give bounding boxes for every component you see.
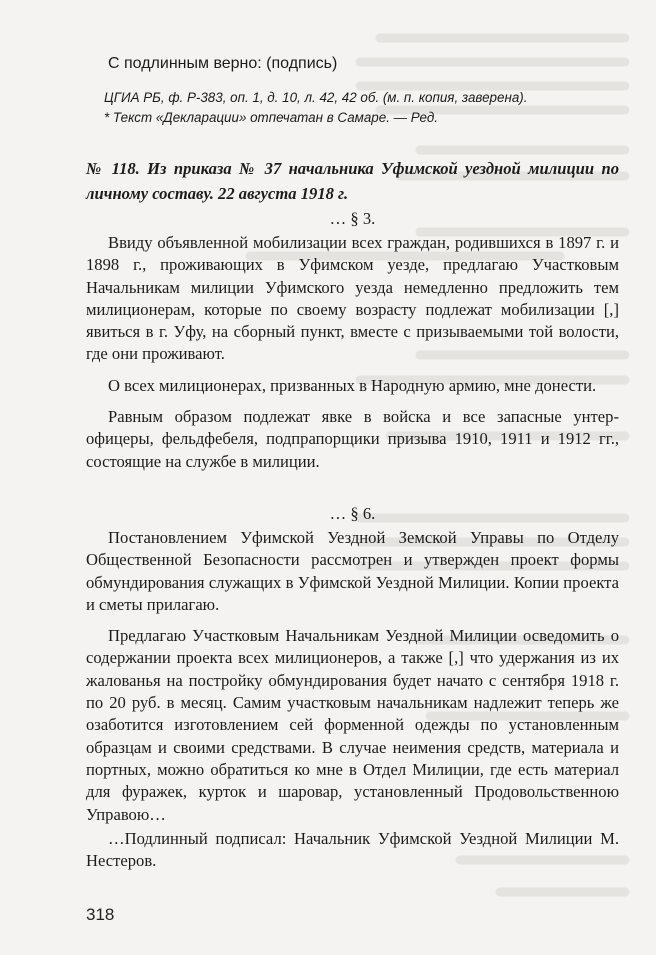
- archive-reference: ЦГИА РБ, ф. Р-383, оп. 1, д. 10, л. 42, 42 об. (м. п. копия, заверена).: [104, 90, 528, 105]
- page-number: 318: [86, 905, 115, 924]
- paragraph-uniform-deductions: Предлагаю Участковым Начальникам Уездной Милиции осведомить о содержании проекта всех милиционеров, а также [,] что удержания из их жалованья на постройку обмундирования будет начато с сентября 1918 г. по 20 руб. в месяц. Самим участковым начальникам надлежит теперь же озаботится изготовлением сей форменной одежды по установленным образцам и своими средствами. В случае неимения средств, материала и портных, можно обратиться ко мне в Отдел Милиции, где есть материал для фуражек, курток и шаровар, установленный Продовольственною Управою…: [86, 626, 619, 824]
- paragraph-report: О всех милиционерах, призванных в Народную армию, мне донести.: [108, 375, 597, 395]
- section-6-heading: … § 6.: [329, 503, 376, 523]
- paragraph-uniform-project: Постановлением Уфимской Уездной Земской Управы по Отделу Общественной Безопасности рассмотрен и утвержден проект формы обмундирования служащих в Уфимской Уездной Милиции. Копии проекта и сметы прилагаю.: [86, 527, 619, 614]
- certified-line: С подлинным верно: (подпись): [108, 55, 338, 72]
- document-page: [86, 54, 619, 872]
- signature-line: …Подлинный подписал: Начальник Уфимской Уездной Милиции М. Нестеров.: [86, 828, 619, 871]
- editor-footnote: * Текст «Декларации» отпечатан в Самаре. — Ред.: [104, 110, 438, 125]
- section-3-heading: … § 3.: [329, 209, 376, 228]
- paragraph-mobilization: Ввиду объявленной мобилизации всех граждан, родившихся в 1897 г. и 1898 г., проживающих в Уфимском уезде, предлагаю Участковым Начальникам милиции Уфимского уезда немедленно предложить тем милиционерам, которые по своему возрасту подлежат мобилизации [,] явиться в г. Уфу, на сборный пункт, вместе с призываемыми той волости, где они проживают.: [86, 233, 619, 364]
- document-title: № 118. Из приказа № 37 начальника Уфимской уездной милиции по личному составу. 22 августа 1918 г.: [86, 159, 619, 203]
- paragraph-reservists: Равным образом подлежат явке в войска и все запасные унтер-офицеры, фельдфебеля, подпрапорщики призыва 1910, 1911 и 1912 гг., состоящие на службе в милиции.: [86, 407, 619, 471]
